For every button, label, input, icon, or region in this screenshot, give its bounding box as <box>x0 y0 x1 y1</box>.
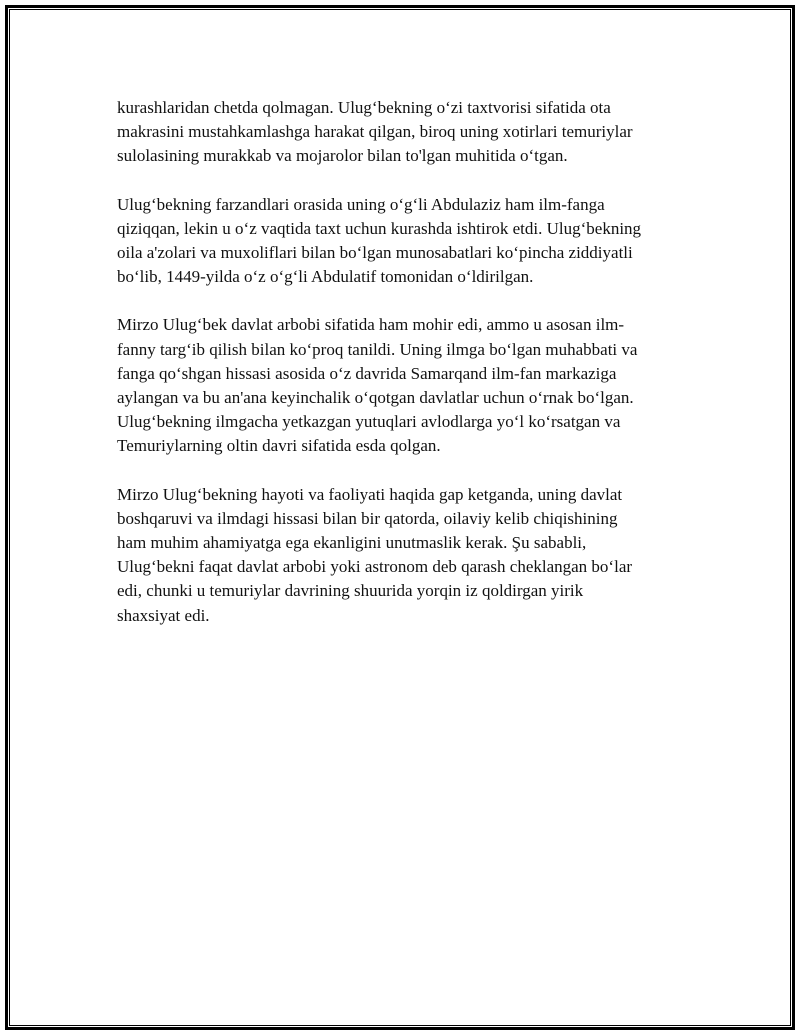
paragraph-line: sulolasining murakkab va mojarolor bilan to'lgan muhitida o‘tgan. <box>117 146 568 166</box>
document-page <box>5 5 795 1030</box>
paragraph-line: qiziqqan, lekin u o‘z vaqtida taxt uchun kurashda ishtirok etdi. Ulug‘bekning <box>117 218 642 238</box>
paragraph-line: Temuriylarning oltin davri sifatida esda qolgan. <box>117 436 441 456</box>
paragraph-2 <box>117 193 687 290</box>
document-body <box>117 96 687 652</box>
paragraph-line: Mirzo Ulug‘bek davlat arbobi sifatida ham mohir edi, ammo u asosan ilm- <box>117 315 625 335</box>
paragraph-line: makrasini mustahkamlashga harakat qilgan, biroq uning xotirlari temuriylar <box>117 122 633 142</box>
paragraph-4 <box>117 483 687 628</box>
paragraph-1 <box>117 96 687 169</box>
paragraph-line: boshqaruvi va ilmdagi hissasi bilan bir qatorda, oilaviy kelib chiqishining <box>117 508 618 528</box>
paragraph-line: fanga qo‘shgan hissasi asosida o‘z davrida Samarqand ilm-fan markaziga <box>117 363 617 383</box>
paragraph-line: Ulug‘bekni faqat davlat arbobi yoki astronom deb qarash cheklangan bo‘lar <box>117 557 633 577</box>
paragraph-line: Mirzo Ulug‘bekning hayoti va faoliyati haqida gap ketganda, uning davlat <box>117 484 623 504</box>
paragraph-line: ham muhim ahamiyatga ega ekanligini unutmaslik kerak. Şu sababli, <box>117 533 587 553</box>
paragraph-line: aylangan va bu an'ana keyinchalik o‘qotgan davlatlar uchun o‘rnak bo‘lgan. <box>117 388 634 408</box>
paragraph-line: kurashlaridan chetda qolmagan. Ulug‘bekning o‘zi taxtvorisi sifatida ota <box>117 98 611 117</box>
paragraph-line: bo‘lib, 1449-yilda o‘z o‘g‘li Abdulatif tomonidan o‘ldirilgan. <box>117 267 534 287</box>
paragraph-line: shaxsiyat edi. <box>117 605 210 625</box>
paragraph-line: oila a'zolari va muxoliflari bilan bo‘lgan munosabatlari ko‘pincha ziddiyatli <box>117 243 633 263</box>
paragraph-line: Ulug‘bekning farzandlari orasida uning o‘g‘li Abdulaziz ham ilm-fanga <box>117 194 605 214</box>
paragraph-line: edi, chunki u temuriylar davrining shuurida yorqin iz qoldirgan yirik <box>117 581 584 601</box>
paragraph-3 <box>117 313 687 458</box>
paragraph-line: fanny targ‘ib qilish bilan ko‘proq tanildi. Uning ilmga bo‘lgan muhabbati va <box>117 339 638 359</box>
paragraph-line: Ulug‘bekning ilmgacha yetkazgan yutuqlari avlodlarga yo‘l ko‘rsatgan va <box>117 412 621 432</box>
